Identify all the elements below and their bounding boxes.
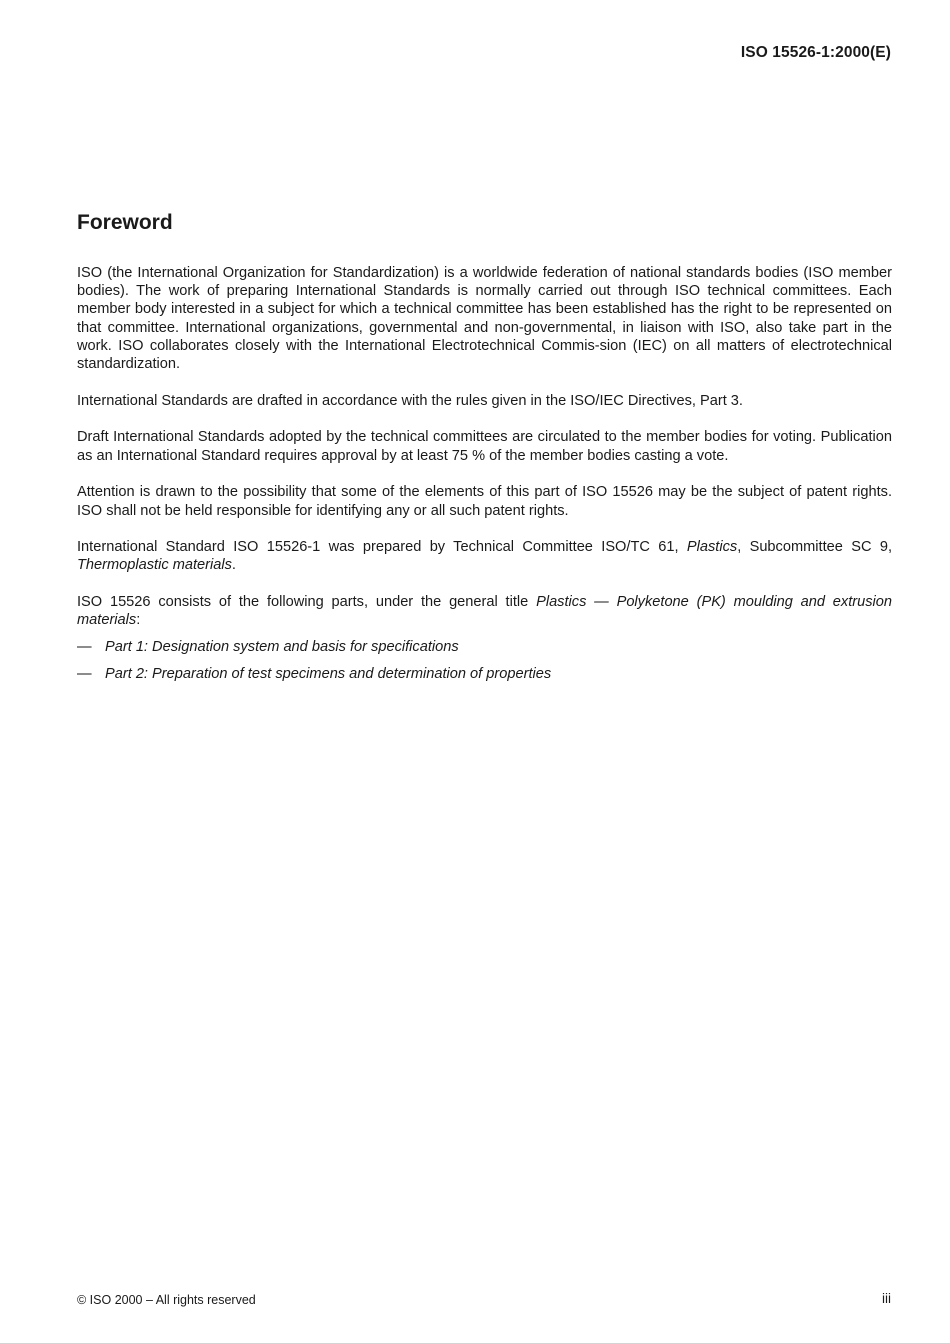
part-title: Part 2: Preparation of test specimens and determination of properties: [105, 666, 552, 683]
list-dash: —: [77, 666, 92, 683]
list-item: [77, 638, 892, 656]
paragraph-drafting-rules: International Standards are drafted in accordance with the rules given in the ISO/IEC Directives, Part 3.: [77, 392, 743, 409]
paragraph-patent-rights: Attention is drawn to the possibility that some of the elements of this part of ISO 15526 may be the subject of patent rights. ISO shall not be held responsible for identifying any or all such patent rights.: [77, 484, 892, 519]
paragraph-parts-intro: [77, 593, 892, 629]
general-title: Plastics — Polyketone (PK) moulding and extrusion materials: [77, 594, 892, 629]
part-title: Part 1: Designation system and basis for specifications: [105, 638, 459, 655]
paragraph-committee: [77, 538, 892, 574]
committee-text-2: , Subcommittee SC 9,: [737, 539, 892, 556]
page-title: Foreword: [77, 211, 173, 234]
list-item: [77, 665, 892, 683]
parts-intro-text: ISO 15526 consists of the following parts, under the general title: [77, 594, 537, 611]
paragraph-iso-intro: ISO (the International Organization for Standardization) is a worldwide federation of national standards bodies (ISO member bodies). The work of preparing International Standards is normally carried out through ISO technical committees. Each member body interested in a subject for which a technical committee has been established has the right to be represented on that committee. International organizations, governmental and non-governmental, in liaison with ISO, also take part in the work. ISO collaborates closely with the International Electrotechnical Commis-sion (IEC) on all matters of electrotechnical standardization.: [77, 265, 892, 373]
parts-intro-colon: :: [136, 612, 141, 629]
committee-name: Plastics: [686, 539, 738, 556]
copyright-notice: © ISO 2000 – All rights reserved: [77, 1293, 256, 1307]
document-reference: ISO 15526-1:2000(E): [740, 44, 891, 61]
subcommittee-name: Thermoplastic materials: [77, 557, 232, 574]
list-dash: —: [77, 638, 92, 655]
foreword-section: [77, 208, 892, 693]
paragraph-voting: Draft International Standards adopted by the technical committees are circulated to the member bodies for voting. Publication as an International Standard requires approval by at least 75 % of the member bodies casting a vote.: [77, 429, 892, 464]
committee-text-3: .: [231, 557, 236, 574]
committee-text-1: International Standard ISO 15526-1 was prepared by Technical Committee ISO/TC 61,: [77, 539, 687, 556]
page-number: iii: [882, 1291, 891, 1306]
